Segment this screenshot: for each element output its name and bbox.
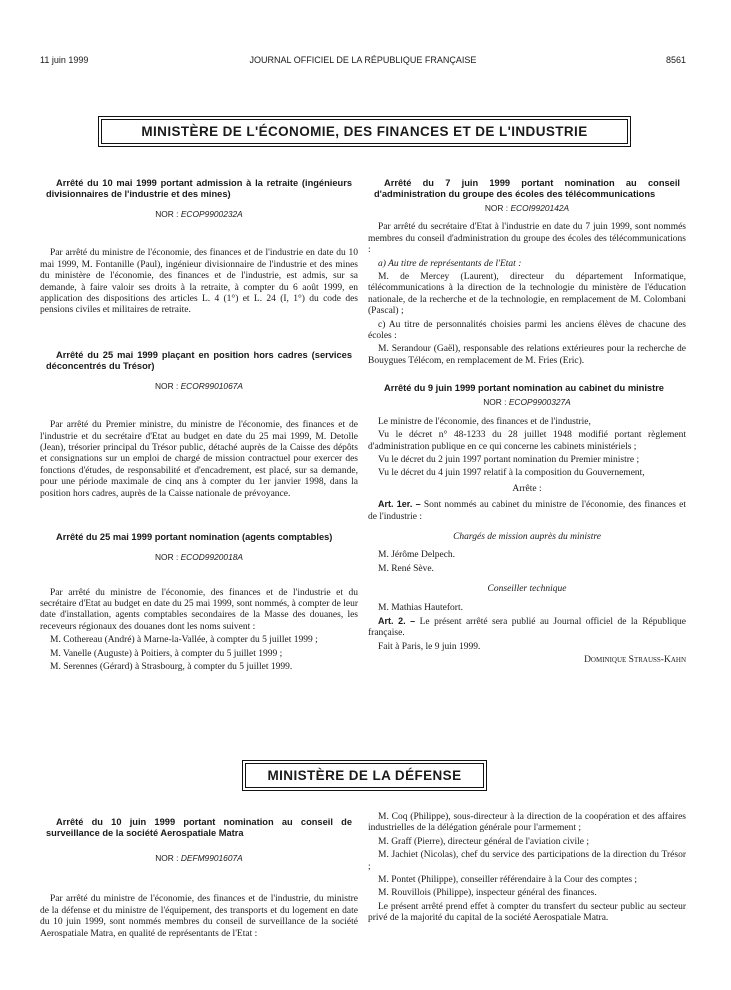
article-ecoles-telecommunications	[368, 178, 686, 367]
nor-label: NOR :	[155, 853, 179, 863]
article-1-text: Sont nommés au cabinet du ministre de l'économie, des finances et de l'industrie :	[368, 500, 687, 522]
page-number: 8561	[665, 55, 686, 65]
fait-a-paris: Fait à Paris, le 9 juin 1999.	[378, 641, 481, 652]
article-title: Arrêté du 10 mai 1999 portant admission à la retraite (ingénieurs divisionnaires de l'industrie et des mines)	[46, 178, 352, 199]
defense-right-column	[368, 812, 686, 927]
article-title: Arrêté du 25 mai 1999 portant nomination (agents comptables)	[56, 532, 333, 543]
member: M. Coq (Philippe), sous-directeur à la direction de la coopération et des affaires industrielles de la délégation générale pour l'armement ;	[368, 812, 686, 834]
ministry-heading-economie-label: MINISTÈRE DE L'ÉCONOMIE, DES FINANCES ET DE L'INDUSTRIE	[101, 119, 628, 144]
nor-reference	[368, 203, 686, 214]
nor-reference	[40, 853, 358, 864]
member: M. Pontet (Philippe), conseiller référendaire à la Cour des comptes ;	[378, 875, 638, 886]
appointee: M. Jérôme Delpech.	[378, 550, 456, 561]
nor-reference	[368, 397, 686, 408]
paragraph: Le ministre de l'économie, des finances et de l'industrie,	[378, 416, 591, 427]
nor-label: NOR :	[155, 209, 179, 219]
signature: Dominique Strauss-Kahn	[584, 655, 686, 666]
ministry-heading-economie	[98, 116, 631, 147]
arrete-line: Arrête :	[512, 483, 542, 494]
nor-code: ECOI9920142A	[510, 203, 570, 213]
paragraph: M. Cothereau (André) à Marne-la-Vallée, à compter du 5 juillet 1999 ;	[50, 635, 318, 646]
paragraph: Par arrêté du Premier ministre, du ministre de l'économie, des finances et de l'industrie et du secrétaire d'Etat au budget en date du 25 mai 1999, M. Detolle (Jean), trésorier principal du Trésor public, détaché auprès de la Caisse des dépôts et consignations sur un emploi de chargé de mission contractuel pour exercer des fonctions d'études, de responsabilité et d'encadrement, est placé, sur sa demande, pour une période maximale de cinq ans à compter du 1er janvier 1998, dans la position hors cadres, auprès de la Caisse nationale de prévoyance.	[40, 420, 358, 499]
member: M. Graff (Pierre), directeur général de l'aviation civile ;	[378, 836, 589, 847]
journal-title: JOURNAL OFFICIEL DE LA RÉPUBLIQUE FRANÇAISE	[249, 55, 477, 65]
paragraph: M. Serennes (Gérard) à Strasbourg, à compter du 5 juillet 1999.	[50, 661, 293, 672]
nor-reference	[40, 381, 358, 392]
header-date: 11 juin 1999	[40, 55, 89, 65]
article-title: Arrêté du 9 juin 1999 portant nomination au cabinet du ministre	[384, 383, 664, 394]
nor-code: ECOP9900232A	[180, 209, 243, 219]
article-2-text: Le présent arrêté sera publié au Journal officiel de la République française.	[368, 616, 686, 639]
paragraph: M. Serandour (Gaël), responsable des relations extérieures pour la recherche de Bouygues Télécom, en remplacement de M. Fries (Eric).	[368, 344, 686, 366]
defense-left-column	[40, 817, 358, 942]
ministry-heading-defense-label: MINISTÈRE DE LA DÉFENSE	[245, 763, 484, 788]
subheading-charges-de-mission: Chargés de mission auprès du ministre	[453, 531, 601, 542]
nor-reference	[40, 552, 358, 563]
article-title: Arrêté du 25 mai 1999 plaçant en position hors cadres (services déconcentrés du Trésor)	[46, 349, 352, 371]
paragraph: Vu le décret du 4 juin 1997 relatif à la composition du Gouvernement,	[378, 468, 645, 479]
article-retraite	[40, 178, 358, 317]
right-column	[368, 178, 686, 669]
nor-code: DEFM9901607A	[180, 853, 243, 863]
article-cabinet-ministre	[368, 383, 686, 666]
nor-code: ECOD9920018A	[180, 552, 243, 563]
paragraph: c) Au titre de personnalités choisies parmi les anciens élèves de chacune des écoles :	[368, 319, 686, 342]
article-1	[368, 499, 686, 523]
article-hors-cadres	[40, 350, 358, 500]
article-2-label: Art. 2. –	[378, 615, 416, 626]
paragraph: Le présent arrêté prend effet à compter du transfert du secteur public au secteur privé de la majorité du capital de la société Aerospatiale Matra.	[368, 901, 686, 924]
paragraph: Par arrêté du secrétaire d'Etat à l'industrie en date du 7 juin 1999, sont nommés membres du conseil d'administration du groupe des écoles des télécommunications :	[368, 222, 686, 256]
article-title: Arrêté du 7 juin 1999 portant nomination au conseil d'administration du groupe des écoles des télécommunications	[374, 178, 680, 199]
paragraph: Par arrêté du ministre de l'économie, des finances et de l'industrie en date du 10 mai 1999, M. Fontanille (Paul), ingénieur divisionnaire de l'industrie et des mines du ministère de l'économie, des finances et de l'industrie, est admis, sur sa demande, à faire valoir ses droits à la retraite, à compter du 6 août 1999, en application des dispositions des articles L. 4 (1°) et L. 24 (I, 1°) du code des pensions civiles et militaires de retraite.	[40, 248, 358, 316]
paragraph: Par arrêté du ministre de l'économie, des finances et de l'industrie, du ministre de la défense et du ministre de l'équipement, des transports et du logement en date du 10 juin 1999, sont nommés membres du conseil de surveillance de la société Aerospatiale Matra, en qualité de représentants de l'Etat :	[40, 894, 358, 939]
paragraph: M. Vanelle (Auguste) à Poitiers, à compter du 5 juillet 1999 ;	[50, 648, 283, 659]
subheading-conseiller-technique: Conseiller technique	[487, 584, 567, 595]
article-2	[368, 616, 686, 640]
ministry-heading-defense	[242, 760, 487, 791]
member: M. Rouvillois (Philippe), inspecteur général des finances.	[378, 888, 597, 899]
member: M. Jachiet (Nicolas), chef du service des participations de la direction du Trésor ;	[368, 850, 686, 872]
nor-code: ECOP9900327A	[508, 397, 571, 408]
article-1-label: Art. 1er. –	[378, 499, 421, 510]
article-aerospatiale-matra	[40, 817, 358, 940]
nor-label: NOR :	[483, 397, 507, 408]
paragraph: Vu le décret n° 48-1233 du 28 juillet 1948 modifié portant règlement d'administration publique en ce qui concerne les cabinets ministériels ;	[368, 430, 686, 452]
nor-code: ECOR9901067A	[180, 380, 243, 391]
nor-label: NOR :	[155, 380, 179, 391]
appointee: M. Mathias Hautefort.	[378, 602, 463, 613]
paragraph: Par arrêté du ministre de l'économie, des finances et de l'industrie et du secrétaire d'Etat au budget en date du 25 mai 1999, sont nommés, à compter de leur date d'installation, agents comptables secondaires de la Masse des douanes, les receveurs régionaux des douanes dont les noms suivent :	[40, 587, 358, 632]
paragraph: a) Au titre de représentants de l'Etat :	[378, 258, 522, 269]
article-agents-comptables	[40, 532, 358, 673]
nor-label: NOR :	[155, 552, 179, 563]
paragraph: M. de Mercey (Laurent), directeur du département Informatique, télécommunications à la direction de la technologie du ministère de l'éducation nationale, de la recherche et de la technologie, en remplacement de M. Colombani (Pascal) ;	[368, 272, 686, 317]
paragraph: Vu le décret du 2 juin 1997 portant nomination du Premier ministre ;	[378, 454, 640, 465]
left-column	[40, 178, 358, 675]
article-title: Arrêté du 10 juin 1999 portant nomination au conseil de surveillance de la société Aerospatiale Matra	[46, 817, 352, 838]
nor-reference	[40, 209, 358, 220]
nor-label: NOR :	[484, 203, 509, 213]
appointee: M. René Sève.	[378, 563, 434, 574]
